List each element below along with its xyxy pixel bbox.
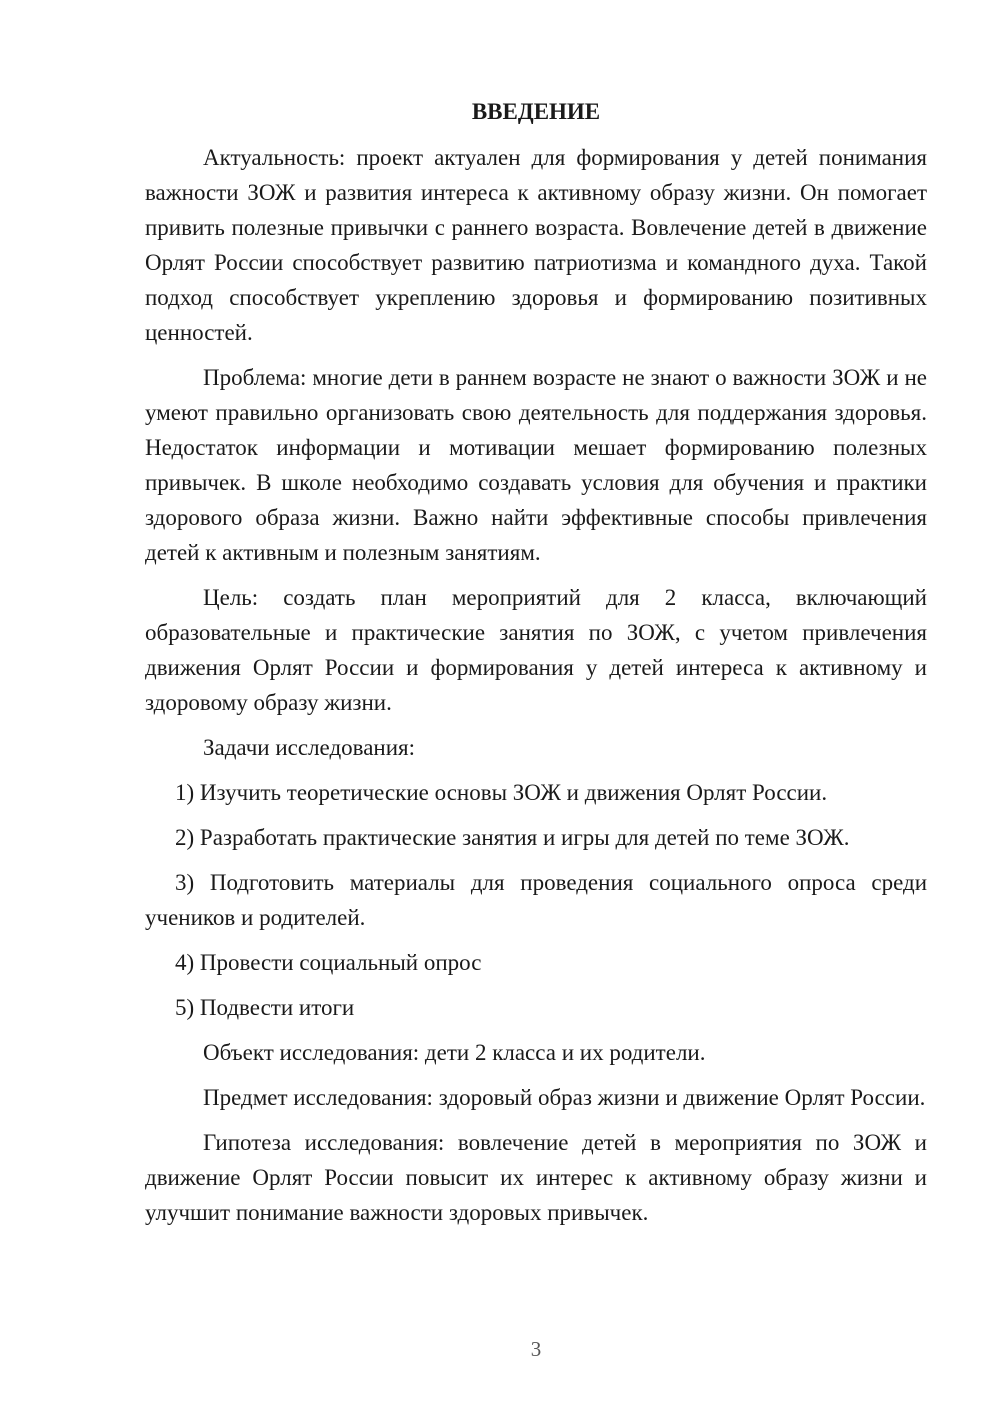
relevance-paragraph: Актуальность: проект актуален для формирования у детей понимания важности ЗОЖ и развития интереса к активному образу жизни. Он помогает привить полезные привычки с раннего возраста. Вовлечение детей в движение Орлят России способствует развитию патриотизма и командного духа. Такой подход способствует укреплению здоровья и формированию позитивных ценностей. [145, 145, 927, 345]
page-title: ВВЕДЕНИЕ [471, 99, 601, 124]
tasks-list [145, 775, 927, 1025]
document-body [145, 140, 927, 1240]
task-item: 5) Подвести итоги [175, 995, 355, 1020]
hypothesis-paragraph: Гипотеза исследования: вовлечение детей в мероприятия по ЗОЖ и движение Орлят России повысит их интерес к активному образу жизни и улучшит понимание важности здоровых привычек. [145, 1130, 927, 1225]
task-item: 3) Подготовить материалы для проведения социального опроса среди учеников и родителей. [145, 870, 927, 930]
object-paragraph: Объект исследования: дети 2 класса и их родители. [203, 1040, 706, 1065]
task-item: 1) Изучить теоретические основы ЗОЖ и движения Орлят России. [175, 780, 828, 805]
page-number: 3 [530, 1337, 542, 1361]
tasks-title: Задачи исследования: [203, 735, 416, 760]
subject-paragraph: Предмет исследования: здоровый образ жизни и движение Орлят России. [203, 1085, 926, 1110]
document-page [145, 0, 927, 1414]
task-item: 2) Разработать практические занятия и игры для детей по теме ЗОЖ. [175, 825, 850, 850]
problem-paragraph: Проблема: многие дети в раннем возрасте не знают о важности ЗОЖ и не умеют правильно организовать свою деятельность для поддержания здоровья. Недостаток информации и мотивации мешает формированию полезных привычек. В школе необходимо создавать условия для обучения и практики здорового образа жизни. Важно найти эффективные способы привлечения детей к активным и полезным занятиям. [145, 365, 927, 565]
task-item: 4) Провести социальный опрос [175, 950, 482, 975]
goal-paragraph: Цель: создать план мероприятий для 2 класса, включающий образовательные и практические занятия по ЗОЖ, с учетом привлечения движения Орлят России и формирования у детей интереса к активному и здоровому образу жизни. [145, 585, 927, 715]
